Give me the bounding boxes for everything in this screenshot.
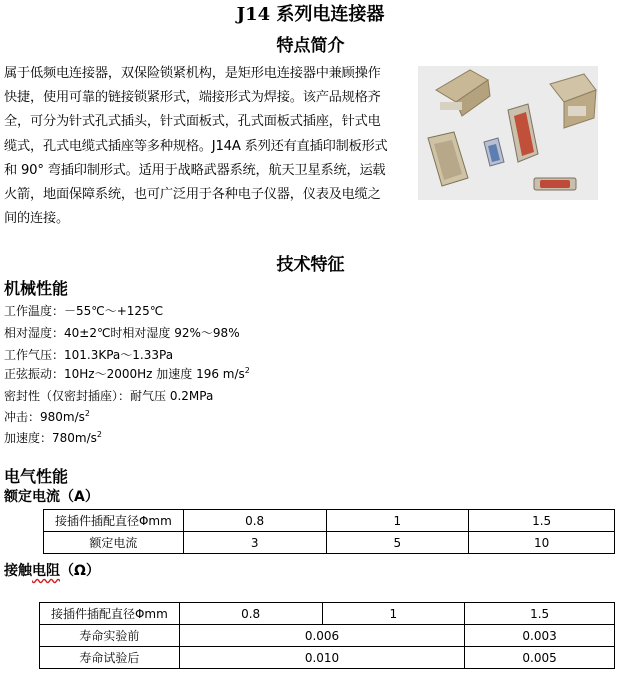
table-row <box>44 532 615 554</box>
spec-line <box>4 325 240 341</box>
spec-text: 工作温度：－55℃～+125℃ <box>4 304 164 318</box>
spec-text: 相对湿度：40±2℃时相对湿度 92%～98% <box>4 326 240 340</box>
spec-line <box>4 388 213 404</box>
contact-resistance-table <box>39 602 615 669</box>
table-cell: 0.010 <box>179 647 464 669</box>
table-cell: 额定电流 <box>44 532 184 554</box>
intro-paragraph <box>4 62 418 231</box>
spec-line <box>4 430 102 446</box>
table-cell: 0.006 <box>179 625 464 647</box>
heading-part: 接触 <box>4 563 32 579</box>
table-cell: 0.005 <box>465 647 615 669</box>
electrical-heading: 电气性能 <box>4 467 69 486</box>
superscript: 2 <box>244 366 250 375</box>
spec-text: 加速度：780m/s <box>4 431 97 445</box>
intro-line: 全，可分为针式孔式插头，针式面板式，孔式面板式插座，针式电 <box>4 114 381 130</box>
table-cell: 1.5 <box>469 510 615 532</box>
superscript: 2 <box>84 409 90 418</box>
spec-line <box>4 366 250 382</box>
spec-line <box>4 347 173 363</box>
connector-photo-item <box>534 178 576 190</box>
table-cell: 1 <box>322 603 465 625</box>
table-cell: 10 <box>469 532 615 554</box>
intro-line: 火箭，地面保障系统，也可广泛用于各种电子仪器，仪表及电缆之 <box>4 187 381 203</box>
rated-current-table <box>43 509 615 554</box>
rated-current-heading: 额定电流（A） <box>4 489 99 505</box>
intro-line: 间的连接。 <box>4 211 69 227</box>
intro-line: 快捷，使用可靠的链接锁紧形式，端接形式为焊接。该产品规格齐 <box>4 90 381 106</box>
table-cell: 0.003 <box>465 625 615 647</box>
intro-line: 和 90° 弯插印制形式。适用于战略武器系统，航天卫星系统，运载 <box>4 162 386 178</box>
section-title-features: 特点简介 <box>276 36 345 56</box>
spec-text: 工作气压：101.3KPa～1.33Pa <box>4 348 174 362</box>
table-cell: 1 <box>326 510 469 532</box>
table-row <box>40 603 615 625</box>
table-cell: 1.5 <box>465 603 615 625</box>
table-cell: 寿命试验后 <box>40 647 180 669</box>
mechanical-heading: 机械性能 <box>4 279 69 298</box>
spec-text: 正弦振动：10Hz～2000Hz 加速度 196 m/s <box>4 367 245 381</box>
table-cell: 接插件插配直径Φmm <box>44 510 184 532</box>
spec-line <box>4 303 163 319</box>
section-title-tech: 技术特征 <box>276 255 345 275</box>
contact-resistance-heading <box>4 562 100 580</box>
spec-text: 冲击：980m/s <box>4 410 85 424</box>
table-cell: 寿命实验前 <box>40 625 180 647</box>
intro-line: 属于低频电连接器，双保险锁紧机构，是矩形电连接器中兼顾操作 <box>4 66 381 81</box>
table-row <box>40 625 615 647</box>
table-cell: 3 <box>183 532 326 554</box>
connector-product-photo <box>418 66 598 200</box>
heading-part: （Ω） <box>60 563 100 579</box>
superscript: 2 <box>96 430 102 439</box>
heading-part-underlined: 电阻 <box>32 563 60 579</box>
table-cell: 接插件插配直径Φmm <box>40 603 180 625</box>
spec-line <box>4 409 90 425</box>
table-cell: 0.8 <box>179 603 322 625</box>
table-cell: 0.8 <box>183 510 326 532</box>
page-title: J14 系列电连接器 <box>236 4 385 25</box>
table-row <box>40 647 615 669</box>
spec-text: 密封性（仅密封插座）：耐气压 0.2MPa <box>4 389 214 403</box>
intro-line: 缆式，孔式电缆式插座等多种规格。J14A 系列还有直插印制板形式 <box>4 138 388 154</box>
table-row <box>44 510 615 532</box>
table-cell: 5 <box>326 532 469 554</box>
